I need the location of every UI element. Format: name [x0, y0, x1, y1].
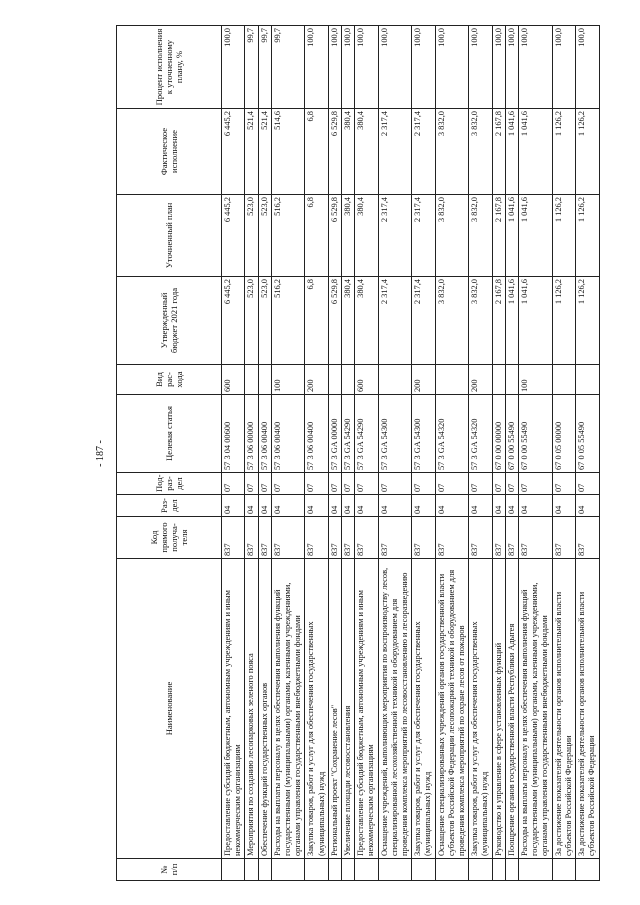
- row-actual: 3 832,0: [435, 109, 469, 195]
- row-number: [258, 859, 271, 881]
- row-target-article: 67 0 00 55490: [505, 395, 518, 473]
- col-header-actual: Фактическое исполнение: [117, 109, 222, 195]
- row-target-article: 57 3 GA 54320: [469, 395, 492, 473]
- row-target-article: 57 3 GA 00000: [328, 395, 341, 473]
- row-number: [355, 859, 378, 881]
- row-name: Расходы на выплаты персоналу в целях обеспечения выполнения функций государственными (муниципальными) органами, казенными учреждениями, органами управления государственными внебюджетными фондами: [271, 559, 305, 859]
- budget-table: [116, 25, 600, 881]
- row-recipient-code: 837: [552, 517, 575, 559]
- row-expense-type: 200: [469, 365, 492, 395]
- table-row: [328, 26, 341, 881]
- row-name: Мероприятия по созданию лесопарковых зеленого пояса: [245, 559, 258, 859]
- row-expense-type: [328, 365, 341, 395]
- row-percent: 100,0: [328, 26, 341, 109]
- table-row: [552, 26, 575, 881]
- row-name: Руководство и управление в сфере установленных функций: [492, 559, 505, 859]
- row-expense-type: [258, 365, 271, 395]
- col-header-approved-budget: Утвержденный бюджет 2021 года: [117, 277, 222, 365]
- row-recipient-code: 837: [378, 517, 412, 559]
- row-expense-type: [342, 365, 355, 395]
- row-number: [552, 859, 575, 881]
- row-revised-plan: 380,4: [355, 195, 378, 277]
- row-expense-type: [378, 365, 412, 395]
- col-header-percent: Процент исполнения к уточненному плану, %: [117, 26, 222, 109]
- page-number: - 187 -: [95, 440, 106, 467]
- row-subsection: 07: [505, 473, 518, 495]
- row-recipient-code: 837: [271, 517, 305, 559]
- row-recipient-code: 837: [519, 517, 553, 559]
- row-percent: 100,0: [435, 26, 469, 109]
- row-section: 04: [342, 495, 355, 517]
- row-target-article: 57 3 04 00600: [222, 395, 245, 473]
- row-percent: 100,0: [412, 26, 435, 109]
- row-section: 04: [258, 495, 271, 517]
- row-actual: 380,4: [355, 109, 378, 195]
- row-number: [222, 859, 245, 881]
- row-number: [245, 859, 258, 881]
- row-subsection: 07: [552, 473, 575, 495]
- row-actual: 521,4: [245, 109, 258, 195]
- row-section: 04: [505, 495, 518, 517]
- row-approved-budget: 3 832,0: [435, 277, 469, 365]
- row-revised-plan: 523,0: [245, 195, 258, 277]
- row-subsection: 07: [469, 473, 492, 495]
- table-row: [245, 26, 258, 881]
- row-percent: 100,0: [305, 26, 328, 109]
- row-percent: 99,7: [245, 26, 258, 109]
- row-subsection: 07: [222, 473, 245, 495]
- row-actual: 1 126,2: [576, 109, 599, 195]
- row-actual: 1 041,6: [519, 109, 553, 195]
- col-header-section: Раз-дел: [117, 495, 222, 517]
- row-actual: 2 317,4: [378, 109, 412, 195]
- row-name: Расходы на выплаты персоналу в целях обеспечения выполнения функций государственными (муниципальными) органами, казенными учреждениями, органами управления государственными внебюджетными фондами: [519, 559, 553, 859]
- row-revised-plan: 523,0: [258, 195, 271, 277]
- row-actual: 514,6: [271, 109, 305, 195]
- row-percent: 99,7: [271, 26, 305, 109]
- row-recipient-code: 837: [469, 517, 492, 559]
- row-actual: 2 317,4: [412, 109, 435, 195]
- row-subsection: 07: [258, 473, 271, 495]
- row-number: [492, 859, 505, 881]
- row-target-article: 57 3 GA 54290: [355, 395, 378, 473]
- row-subsection: 07: [305, 473, 328, 495]
- row-actual: 2 167,8: [492, 109, 505, 195]
- row-number: [342, 859, 355, 881]
- row-approved-budget: 6 445,2: [222, 277, 245, 365]
- row-section: 04: [245, 495, 258, 517]
- row-approved-budget: 1 126,2: [552, 277, 575, 365]
- col-header-subsection: Под-раз-дел: [117, 473, 222, 495]
- row-target-article: 57 3 GA 54290: [342, 395, 355, 473]
- row-subsection: 07: [378, 473, 412, 495]
- row-recipient-code: 837: [258, 517, 271, 559]
- row-target-article: 57 3 GA 54320: [435, 395, 469, 473]
- row-name: Закупка товаров, работ и услуг для обеспечения государственных (муниципальных) нужд: [412, 559, 435, 859]
- row-revised-plan: 1 126,2: [576, 195, 599, 277]
- row-name: Предоставление субсидий бюджетным, автономным учреждениям и иным некоммерческим организациям: [355, 559, 378, 859]
- row-revised-plan: 1 126,2: [552, 195, 575, 277]
- row-name: Предоставление субсидий бюджетным, автономным учреждениям и иным некоммерческим организациям: [222, 559, 245, 859]
- row-expense-type: [492, 365, 505, 395]
- row-subsection: 07: [492, 473, 505, 495]
- row-name: Обеспечение функций государственных органов: [258, 559, 271, 859]
- row-approved-budget: 6,8: [305, 277, 328, 365]
- row-section: 04: [519, 495, 553, 517]
- row-revised-plan: 380,4: [342, 195, 355, 277]
- row-revised-plan: 3 832,0: [435, 195, 469, 277]
- row-name: Региональный проект "Сохранение лесов": [328, 559, 341, 859]
- row-target-article: 57 3 GA 54300: [412, 395, 435, 473]
- row-actual: 3 832,0: [469, 109, 492, 195]
- row-percent: 100,0: [576, 26, 599, 109]
- row-recipient-code: 837: [328, 517, 341, 559]
- row-name: Закупка товаров, работ и услуг для обеспечения государственных (муниципальных) нужд: [469, 559, 492, 859]
- row-target-article: 57 3 06 00400: [305, 395, 328, 473]
- row-subsection: 07: [435, 473, 469, 495]
- row-section: 04: [328, 495, 341, 517]
- row-section: 04: [492, 495, 505, 517]
- row-target-article: 57 3 06 00400: [258, 395, 271, 473]
- row-section: 04: [222, 495, 245, 517]
- row-recipient-code: 837: [576, 517, 599, 559]
- row-target-article: 67 0 00 55490: [519, 395, 553, 473]
- table-row: [492, 26, 505, 881]
- row-revised-plan: 2 317,4: [412, 195, 435, 277]
- table-row: [355, 26, 378, 881]
- row-recipient-code: 837: [355, 517, 378, 559]
- row-expense-type: 200: [412, 365, 435, 395]
- row-expense-type: 200: [305, 365, 328, 395]
- row-section: 04: [305, 495, 328, 517]
- row-revised-plan: 1 041,6: [505, 195, 518, 277]
- row-percent: 99,7: [258, 26, 271, 109]
- row-subsection: 07: [355, 473, 378, 495]
- table-row: [258, 26, 271, 881]
- row-approved-budget: 1 041,6: [505, 277, 518, 365]
- row-recipient-code: 837: [492, 517, 505, 559]
- row-expense-type: [505, 365, 518, 395]
- row-expense-type: [435, 365, 469, 395]
- row-name: Оснащение специализированных учреждений органов государственной власти субъектов Российской Федерации лесопожарной техникой и оборудованием для проведения комплекса мероприятий по охране лесов от пожаров: [435, 559, 469, 859]
- row-subsection: 07: [412, 473, 435, 495]
- row-subsection: 07: [328, 473, 341, 495]
- row-expense-type: 100: [271, 365, 305, 395]
- table-row: [435, 26, 469, 881]
- row-subsection: 07: [342, 473, 355, 495]
- row-number: [519, 859, 553, 881]
- row-approved-budget: 6 529,8: [328, 277, 341, 365]
- col-header-recipient-code: Код прямого получа-теля: [117, 517, 222, 559]
- row-actual: 6,8: [305, 109, 328, 195]
- row-section: 04: [271, 495, 305, 517]
- row-number: [412, 859, 435, 881]
- row-revised-plan: 1 041,6: [519, 195, 553, 277]
- row-actual: 1 041,6: [505, 109, 518, 195]
- row-percent: 100,0: [378, 26, 412, 109]
- row-revised-plan: 3 832,0: [469, 195, 492, 277]
- row-target-article: 67 0 00 00000: [492, 395, 505, 473]
- row-approved-budget: 380,4: [355, 277, 378, 365]
- row-target-article: 57 3 06 00400: [271, 395, 305, 473]
- table-row: [576, 26, 599, 881]
- col-header-number: № п/п: [117, 859, 222, 881]
- row-number: [271, 859, 305, 881]
- row-number: [328, 859, 341, 881]
- table-row: [505, 26, 518, 881]
- row-section: 04: [378, 495, 412, 517]
- row-name: За достижение показателей деятельности органов исполнительной власти субъектов Российской Федерации: [552, 559, 575, 859]
- table-row: [412, 26, 435, 881]
- row-approved-budget: 516,2: [271, 277, 305, 365]
- table-row: [305, 26, 328, 881]
- row-recipient-code: 837: [505, 517, 518, 559]
- row-percent: 100,0: [355, 26, 378, 109]
- row-name: Поощрение органов государственной власти Республики Адыгея: [505, 559, 518, 859]
- row-section: 04: [355, 495, 378, 517]
- table-row: [342, 26, 355, 881]
- row-name: За достижение показателей деятельности органов исполнительной власти субъектов Российской Федерации: [576, 559, 599, 859]
- row-target-article: 57 3 06 00000: [245, 395, 258, 473]
- row-recipient-code: 837: [222, 517, 245, 559]
- row-actual: 1 126,2: [552, 109, 575, 195]
- table-row: [519, 26, 553, 881]
- row-revised-plan: 2 317,4: [378, 195, 412, 277]
- row-actual: 521,4: [258, 109, 271, 195]
- row-number: [576, 859, 599, 881]
- table-row: [378, 26, 412, 881]
- row-name: Закупка товаров, работ и услуг для обеспечения государственных (муниципальных) нужд: [305, 559, 328, 859]
- row-number: [305, 859, 328, 881]
- row-expense-type: [245, 365, 258, 395]
- row-recipient-code: 837: [305, 517, 328, 559]
- row-approved-budget: 380,4: [342, 277, 355, 365]
- row-section: 04: [412, 495, 435, 517]
- row-approved-budget: 523,0: [258, 277, 271, 365]
- table-row: [271, 26, 305, 881]
- col-header-name: Наименование: [117, 559, 222, 859]
- row-revised-plan: 6 445,2: [222, 195, 245, 277]
- row-name: Увеличение площади лесовосстановления: [342, 559, 355, 859]
- row-expense-type: [552, 365, 575, 395]
- row-subsection: 07: [271, 473, 305, 495]
- row-revised-plan: 516,2: [271, 195, 305, 277]
- row-recipient-code: 837: [245, 517, 258, 559]
- row-percent: 100,0: [469, 26, 492, 109]
- table-row: [222, 26, 245, 881]
- row-recipient-code: 837: [412, 517, 435, 559]
- row-expense-type: 600: [355, 365, 378, 395]
- row-approved-budget: 2 167,8: [492, 277, 505, 365]
- row-number: [469, 859, 492, 881]
- row-section: 04: [469, 495, 492, 517]
- row-target-article: 67 0 05 55490: [576, 395, 599, 473]
- row-approved-budget: 1 126,2: [576, 277, 599, 365]
- row-approved-budget: 523,0: [245, 277, 258, 365]
- row-approved-budget: 3 832,0: [469, 277, 492, 365]
- header-row: [117, 26, 222, 881]
- row-recipient-code: 837: [342, 517, 355, 559]
- row-percent: 100,0: [222, 26, 245, 109]
- row-number: [435, 859, 469, 881]
- row-approved-budget: 1 041,6: [519, 277, 553, 365]
- col-header-revised-plan: Уточненный план: [117, 195, 222, 277]
- row-target-article: 67 0 05 00000: [552, 395, 575, 473]
- row-percent: 100,0: [492, 26, 505, 109]
- row-expense-type: 100: [519, 365, 553, 395]
- rotated-content: [94, 26, 597, 881]
- row-actual: 380,4: [342, 109, 355, 195]
- row-number: [505, 859, 518, 881]
- row-percent: 100,0: [552, 26, 575, 109]
- row-actual: 6 445,2: [222, 109, 245, 195]
- table-body: [222, 26, 600, 881]
- row-subsection: 07: [576, 473, 599, 495]
- row-revised-plan: 6,8: [305, 195, 328, 277]
- row-section: 04: [435, 495, 469, 517]
- row-percent: 100,0: [519, 26, 553, 109]
- col-header-expense-type: Вид рас-хода: [117, 365, 222, 395]
- row-approved-budget: 2 317,4: [412, 277, 435, 365]
- row-actual: 6 529,8: [328, 109, 341, 195]
- table-row: [469, 26, 492, 881]
- col-header-target-article: Целевая статья: [117, 395, 222, 473]
- row-revised-plan: 2 167,8: [492, 195, 505, 277]
- row-name: Оснащение учреждений, выполняющих мероприятия по воспроизводству лесов, специализированной лесохозяйственной техникой и оборудованием для проведения комплекса мероприятий по лесовосстановлению и лесоразведению: [378, 559, 412, 859]
- row-recipient-code: 837: [435, 517, 469, 559]
- row-percent: 100,0: [342, 26, 355, 109]
- row-subsection: 07: [245, 473, 258, 495]
- row-percent: 100,0: [505, 26, 518, 109]
- row-number: [378, 859, 412, 881]
- row-target-article: 57 3 GA 54300: [378, 395, 412, 473]
- row-revised-plan: 6 529,8: [328, 195, 341, 277]
- row-subsection: 07: [519, 473, 553, 495]
- row-section: 04: [552, 495, 575, 517]
- row-approved-budget: 2 317,4: [378, 277, 412, 365]
- row-expense-type: [576, 365, 599, 395]
- row-section: 04: [576, 495, 599, 517]
- row-expense-type: 600: [222, 365, 245, 395]
